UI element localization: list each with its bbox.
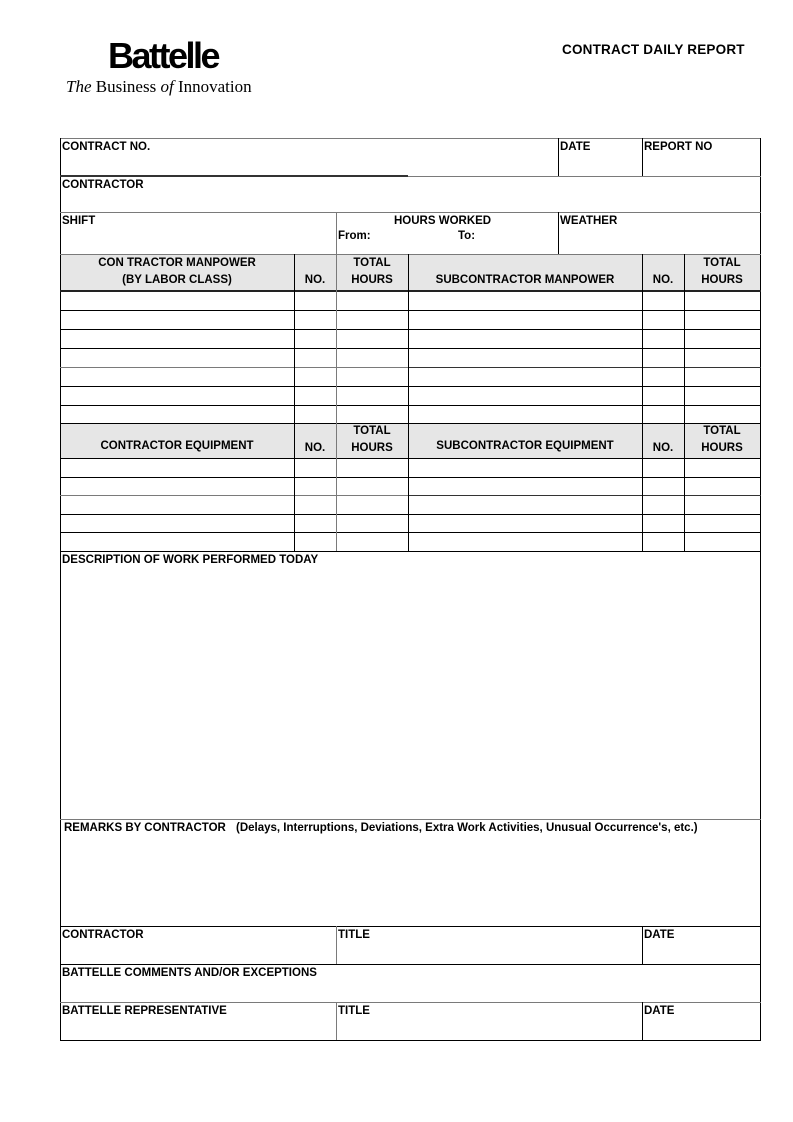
battelle-comments-field[interactable] xyxy=(60,964,760,1002)
remarks-hint: (Delays, Interruptions, Deviations, Extra Work Activities, Unusual Occurrence's, etc.) xyxy=(236,822,698,834)
subcontractor-manpower-header: SUBCONTRACTOR MANPOWER xyxy=(435,274,615,286)
report-no-field[interactable] xyxy=(642,138,760,176)
document-title: CONTRACT DAILY REPORT xyxy=(562,42,745,57)
date-field[interactable] xyxy=(558,138,642,176)
shift-label: SHIFT xyxy=(62,215,96,227)
hours-worked-field[interactable] xyxy=(336,212,558,254)
contractor-title-field[interactable] xyxy=(336,926,642,964)
title-label: TITLE xyxy=(338,929,370,941)
contractor-signature-field[interactable] xyxy=(60,926,336,964)
contractor-signoff-label: CONTRACTOR xyxy=(62,929,144,941)
from-label: From: xyxy=(338,230,371,242)
equipment-total-hours-header: TOTAL HOURS xyxy=(351,425,393,454)
to-label: To: xyxy=(458,230,476,242)
battelle-date-field[interactable] xyxy=(642,1002,760,1040)
battelle-representative-field[interactable] xyxy=(60,1002,336,1040)
contractor-label: CONTRACTOR xyxy=(62,179,144,191)
sub-equipment-total-hours-header: TOTAL HOURS xyxy=(701,425,743,454)
sub-manpower-no-header: NO. xyxy=(652,274,674,286)
contractor-field[interactable] xyxy=(60,176,760,212)
battelle-rep-label: BATTELLE REPRESENTATIVE xyxy=(62,1005,227,1017)
contract-no-label: CONTRACT NO. xyxy=(62,141,151,153)
remarks-label: REMARKS BY CONTRACTOR xyxy=(64,822,226,834)
hours-worked-label: HOURS WORKED xyxy=(394,215,492,227)
contract-no-field[interactable] xyxy=(60,138,558,176)
remarks-field[interactable] xyxy=(60,819,760,926)
contractor-manpower-header: CON TRACTOR MANPOWER (BY LABOR CLASS) xyxy=(98,257,256,286)
weather-label: WEATHER xyxy=(560,215,618,227)
description-label: DESCRIPTION OF WORK PERFORMED TODAY xyxy=(62,554,319,566)
sub-equipment-no-header: NO. xyxy=(652,442,674,454)
date-label: DATE xyxy=(644,929,675,941)
manpower-table-body[interactable] xyxy=(60,292,760,423)
weather-field[interactable] xyxy=(558,212,760,254)
date-label: DATE xyxy=(644,1005,675,1017)
description-of-work-field[interactable] xyxy=(60,551,760,819)
contractor-date-field[interactable] xyxy=(642,926,760,964)
title-label: TITLE xyxy=(338,1005,370,1017)
manpower-total-hours-header: TOTAL HOURS xyxy=(351,257,393,286)
equipment-table-body[interactable] xyxy=(60,459,760,551)
subcontractor-equipment-header: SUBCONTRACTOR EQUIPMENT xyxy=(436,440,614,452)
logo-tagline: The Business of Innovation xyxy=(66,77,252,96)
manpower-no-header: NO. xyxy=(304,274,326,286)
battelle-title-field[interactable] xyxy=(336,1002,642,1040)
report-no-label: REPORT NO xyxy=(644,141,713,153)
logo-wordmark: Battelle xyxy=(108,35,219,76)
contractor-equipment-header: CONTRACTOR EQUIPMENT xyxy=(100,440,254,452)
sub-manpower-total-hours-header: TOTAL HOURS xyxy=(701,257,743,286)
equipment-no-header: NO. xyxy=(304,442,326,454)
shift-field[interactable] xyxy=(60,212,336,254)
battelle-comments-label: BATTELLE COMMENTS AND/OR EXCEPTIONS xyxy=(62,967,317,979)
date-label: DATE xyxy=(560,141,591,153)
